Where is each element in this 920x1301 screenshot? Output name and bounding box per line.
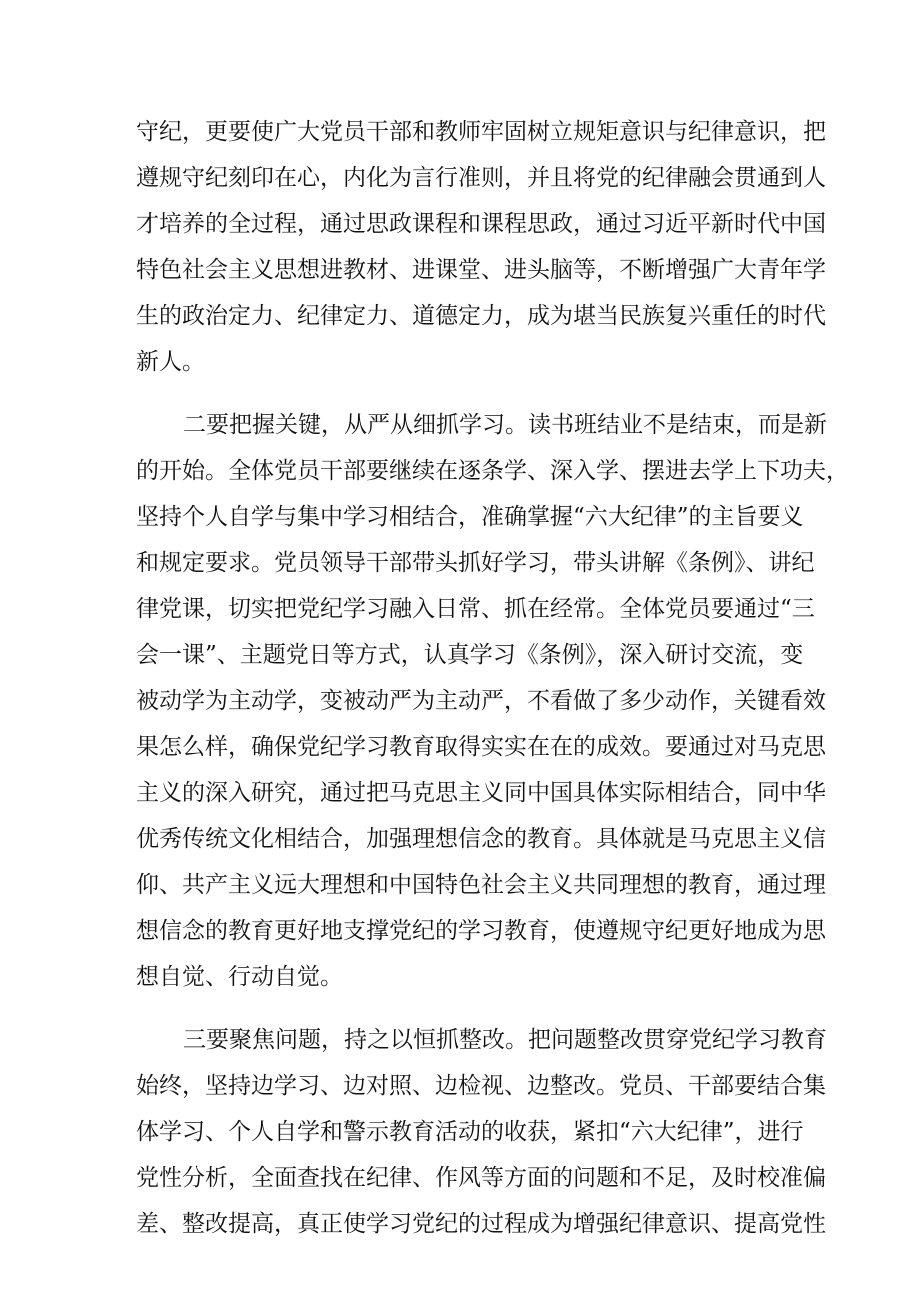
text-line: 特色社会主义思想进教材、进课堂、进头脑等，不断增强广大青年学 [136, 257, 826, 283]
text-line: 坚持个人自学与集中学习相结合，准确掌握“六大纪律”的主旨要义 [136, 504, 804, 530]
text-line: 生的政治定力、纪律定力、道德定力，成为堪当民族复兴重任的时代 [136, 303, 826, 329]
text-line: 二要把握关键，从严从细抓学习。读书班结业不是结束，而是新 [183, 412, 827, 438]
text-line: 想自觉、行动自觉。 [136, 964, 343, 990]
text-line: 始终，坚持边学习、边对照、边检视、边整改。党员、干部要结合集 [136, 1073, 826, 1099]
text-line: 党性分析，全面查找在纪律、作风等方面的问题和不足，及时校准偏 [136, 1165, 826, 1191]
text-line: 想信念的教育更好地支撑党纪的学习教育，使遵规守纪更好地成为思 [136, 918, 826, 944]
text-line: 体学习、个人自学和警示教育活动的收获，紧扣“六大纪律”，进行 [136, 1119, 804, 1145]
text-line: 守纪，更要使广大党员干部和教师牢固树立规矩意识与纪律意识，把 [136, 119, 826, 145]
text-line: 仰、共产主义远大理想和中国特色社会主义共同理想的教育，通过理 [136, 872, 826, 898]
text-line: 会一课”、主题党日等方式，认真学习《条例》，深入研讨交流，变 [136, 642, 804, 668]
text-line: 优秀传统文化相结合，加强理想信念的教育。具体就是马克思主义信 [136, 826, 826, 852]
text-line: 三要聚焦问题，持之以恒抓整改。把问题整改贯穿党纪学习教育 [183, 1027, 827, 1053]
text-line: 差、整改提高，真正使学习党纪的过程成为增强纪律意识、提高党性 [136, 1211, 826, 1237]
text-line: 被动学为主动学，变被动严为主动严，不看做了多少动作，关键看效 [136, 688, 826, 714]
text-line: 主义的深入研究，通过把马克思主义同中国具体实际相结合，同中华 [136, 780, 826, 806]
text-line: 才培养的全过程，通过思政课程和课程思政，通过习近平新时代中国 [136, 211, 826, 237]
text-line: 律党课，切实把党纪学习融入日常、抓在经常。全体党员要通过“三 [136, 596, 815, 622]
text-line: 果怎么样，确保党纪学习教育取得实实在在的成效。要通过对马克思 [136, 734, 826, 760]
text-line: 新人。 [136, 349, 205, 375]
text-line: 和规定要求。党员领导干部带头抓好学习，带头讲解《条例》、讲纪 [136, 550, 815, 576]
text-line: 的开始。全体党员干部要继续在逐条学、深入学、摆进去学上下功夫， [136, 458, 849, 484]
text-line: 遵规守纪刻印在心，内化为言行准则，并且将党的纪律融会贯通到人 [136, 165, 826, 191]
